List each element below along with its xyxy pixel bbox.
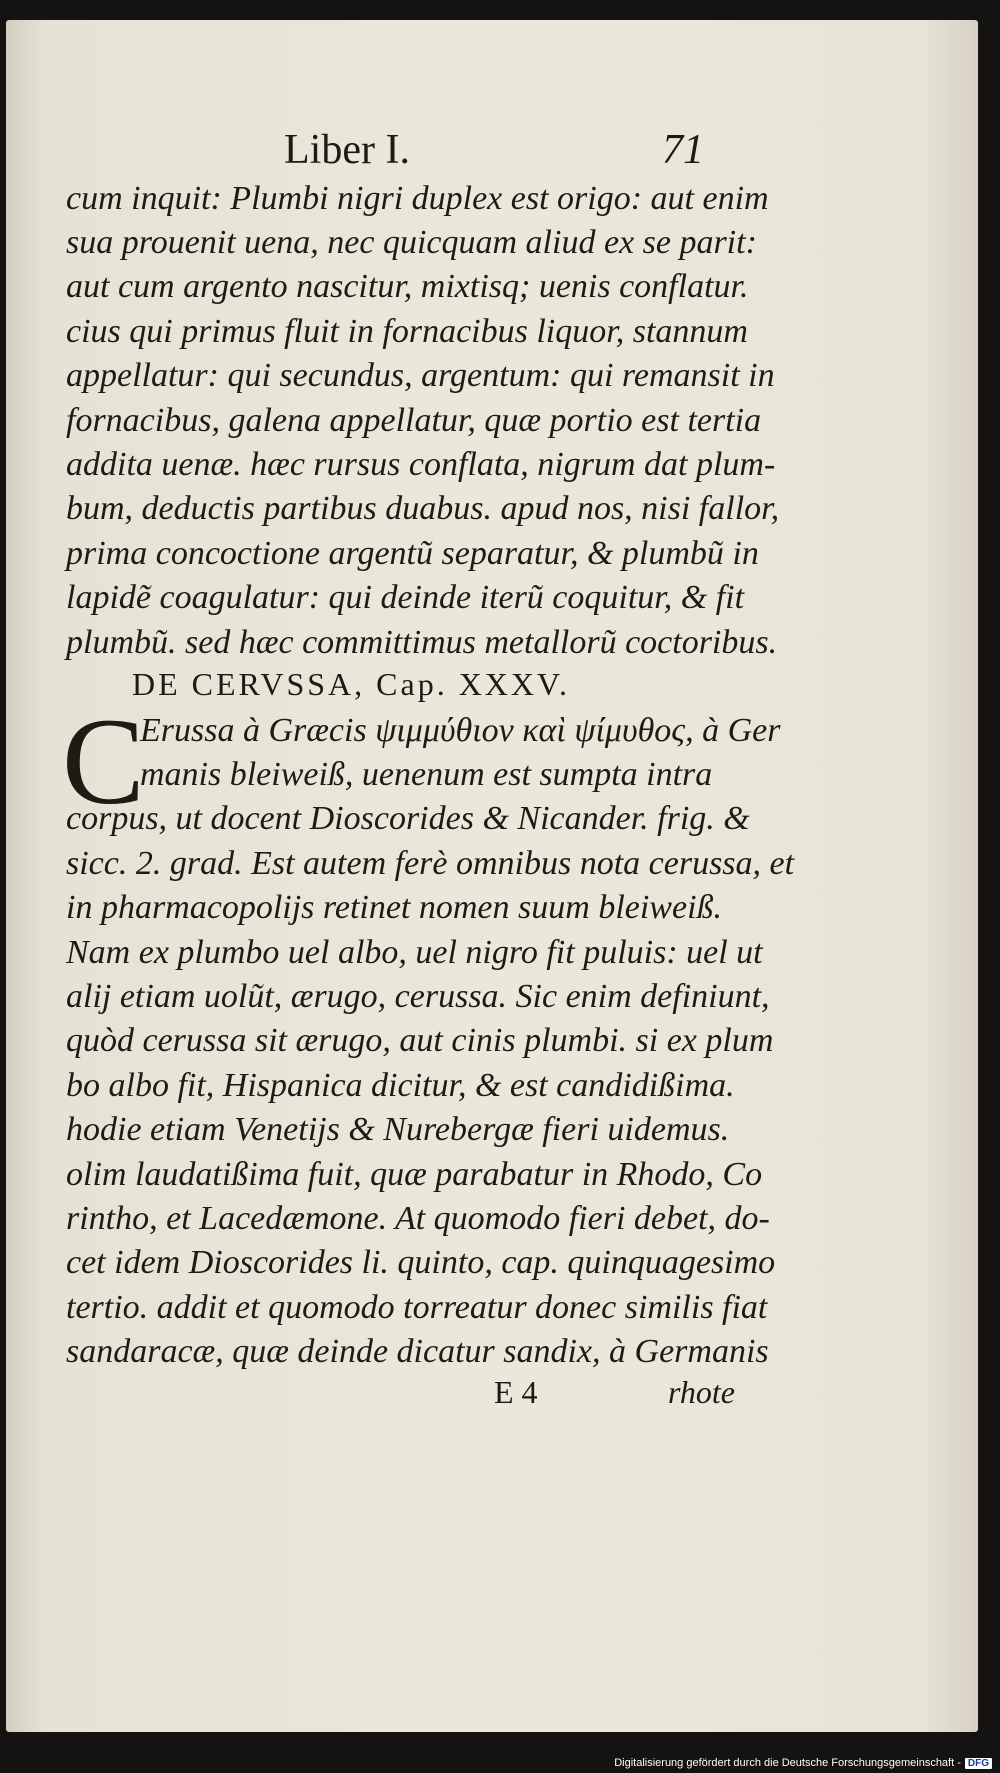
dfg-logo-icon: DFG [965, 1758, 992, 1769]
signature-mark: E 4 [494, 1374, 538, 1410]
page-number: 71 [662, 127, 704, 173]
text-line: cum inquit: Plumbi nigri duplex est origo: aut enim [66, 180, 769, 217]
text-line: appellatur: qui secundus, argentum: qui remansit in [66, 357, 775, 394]
text-line: bo albo fit, Hispanica dicitur, & est candidißima. [66, 1067, 735, 1104]
text-line: sua prouenit uena, nec quicquam aliud ex se parit: [66, 224, 757, 261]
text-line: plumbũ. sed hæc committimus metallorũ coctoribus. [66, 624, 778, 661]
text-line: alij etiam uolũt, ærugo, cerussa. Sic enim definiunt, [66, 978, 770, 1015]
text-line: fornacibus, galena appellatur, quæ portio est tertia [66, 402, 762, 439]
text-line: in pharmacopolijs retinet nomen suum bleiweiß. [66, 889, 723, 926]
text-line: cet idem Dioscorides li. quinto, cap. quinquagesimo [66, 1244, 776, 1281]
footer-credit [614, 1757, 992, 1769]
footer-text: Digitalisierung gefördert durch die Deutsche Forschungsgemeinschaft - [614, 1757, 961, 1769]
text-line: tertio. addit et quomodo torreatur donec similis fiat [66, 1289, 768, 1326]
text-line: Erussa à Græcis ψιμμύθιον καὶ ψίμυθος, à Ger [140, 712, 781, 749]
text-line: corpus, ut docent Dioscorides & Nicander. frig. & [66, 800, 750, 837]
text-line: addita uenæ. hæc rursus conflata, nigrum dat plum- [66, 446, 776, 483]
text-line: lapidẽ coagulatur: qui deinde iterũ coquitur, & fit [66, 579, 745, 616]
text-line: aut cum argento nascitur, mixtisq; uenis conflatur. [66, 268, 749, 305]
running-title: Liber I. [284, 127, 410, 173]
text-line: quòd cerussa sit ærugo, aut cinis plumbi. si ex plum [66, 1022, 774, 1059]
text-line: bum, deductis partibus duabus. apud nos, nisi fallor, [66, 490, 780, 527]
drop-cap-initial: C [62, 693, 145, 830]
text-line: Nam ex plumbo uel albo, uel nigro fit puluis: uel ut [66, 934, 763, 971]
text-line: olim laudatißima fuit, quæ parabatur in Rhodo, Co [66, 1156, 763, 1193]
text-line: sandaracæ, quæ deinde dicatur sandix, à Germanis [66, 1333, 769, 1370]
text-line: hodie etiam Venetijs & Nurebergæ fieri uidemus. [66, 1111, 730, 1148]
text-line: sicc. 2. grad. Est autem ferè omnibus nota cerussa, et [66, 845, 795, 882]
text-line: rintho, et Lacedæmone. At quomodo fieri debet, do- [66, 1200, 770, 1237]
text-line: manis bleiweiß, uenenum est sumpta intra [140, 756, 713, 793]
text-line: cius qui primus fluit in fornacibus liquor, stannum [66, 313, 748, 350]
catchword: rhote [668, 1374, 735, 1410]
chapter-heading: DE CERVSSA, Cap. XXXV. [132, 666, 570, 702]
text-line: prima concoctione argentũ separatur, & plumbũ in [66, 535, 759, 572]
